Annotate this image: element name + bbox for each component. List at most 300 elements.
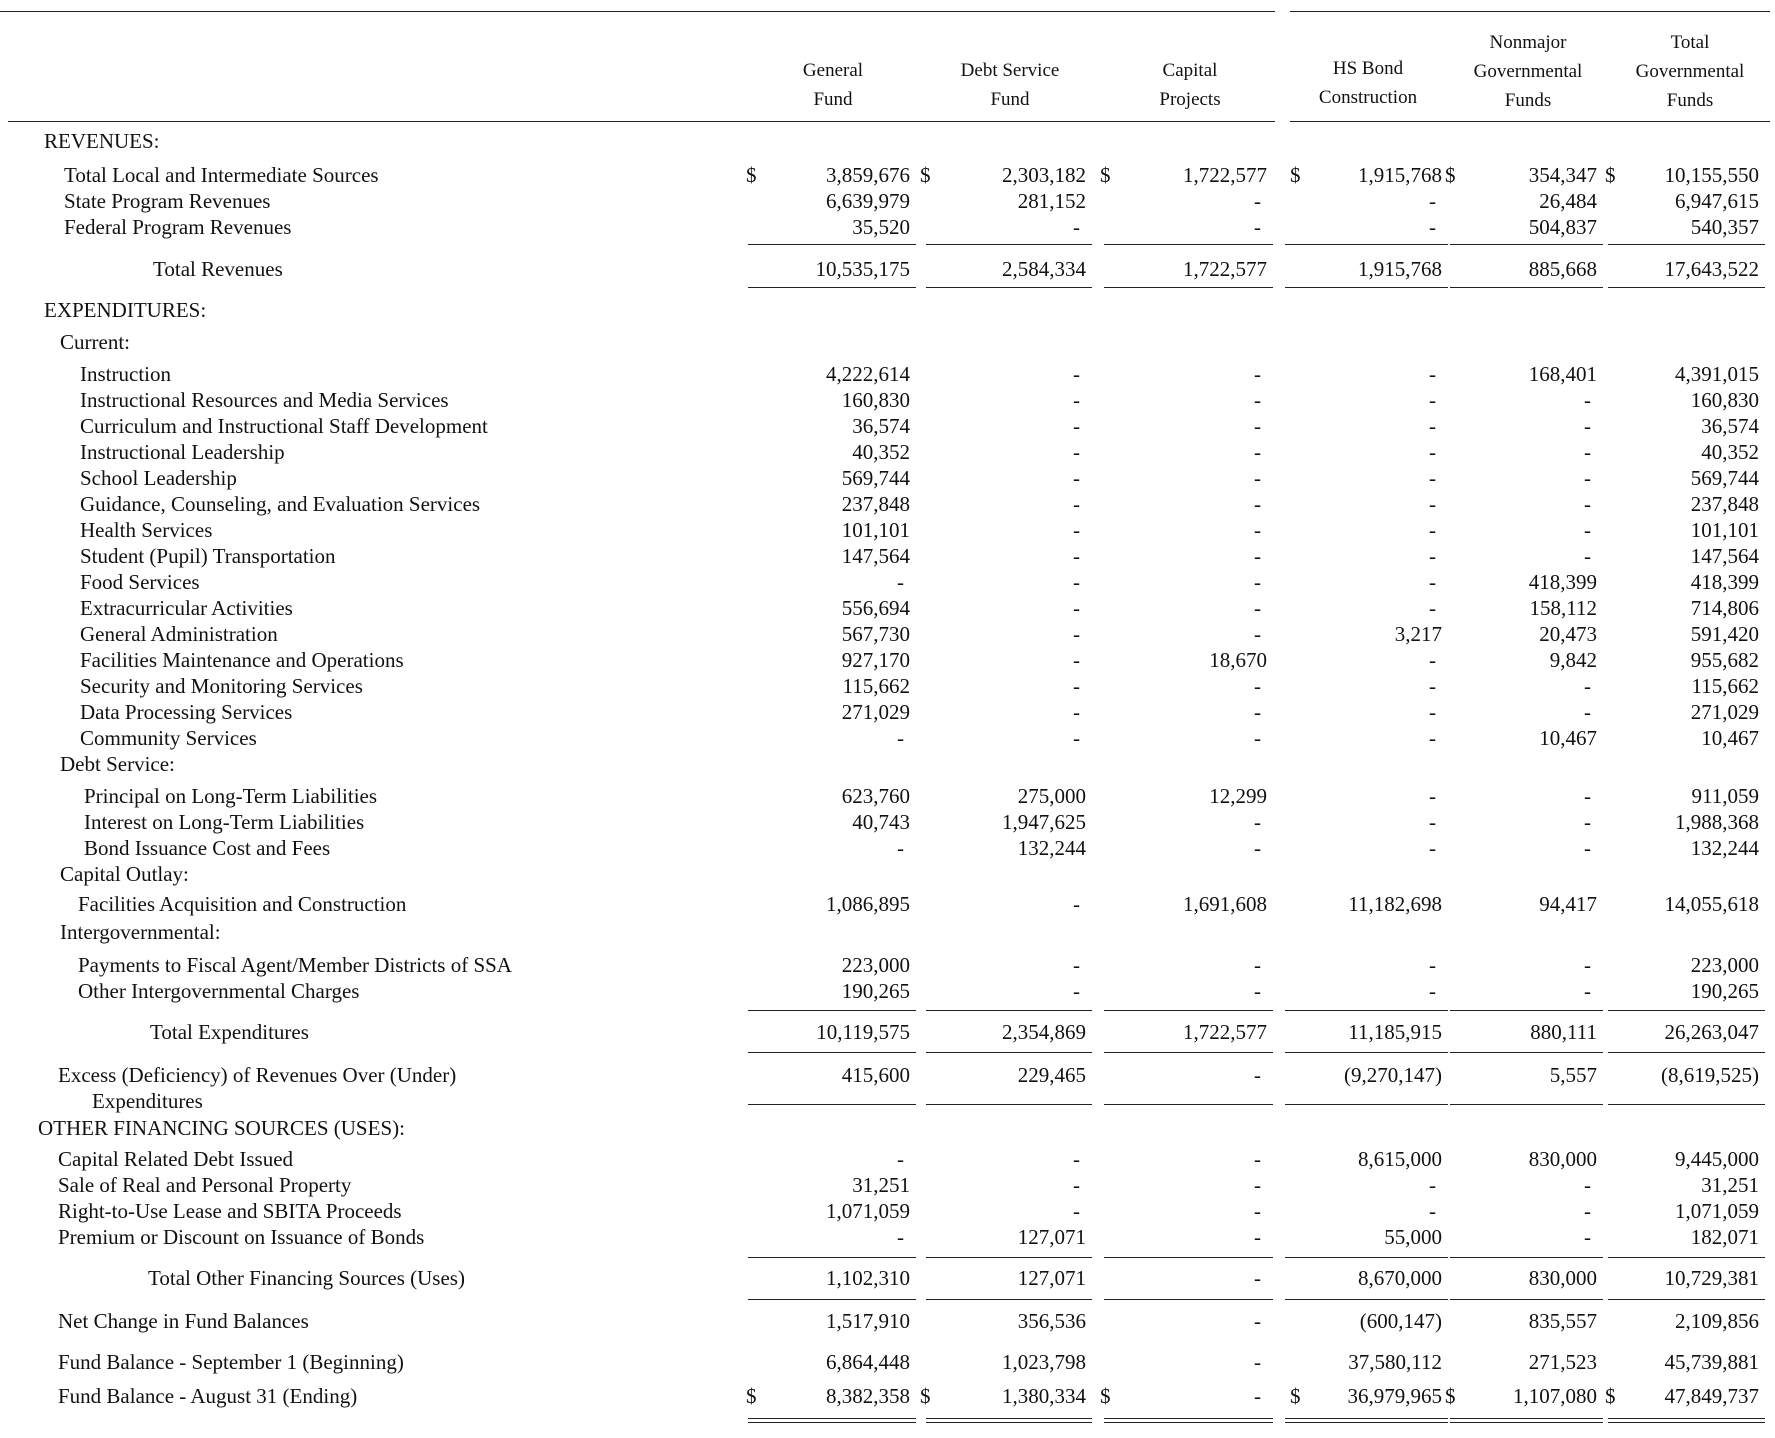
amount-cell: - [1254, 836, 1261, 860]
amount-cell: - [1254, 700, 1261, 724]
row-label: Instructional Resources and Media Services [80, 388, 449, 412]
amount-cell: 229,465 [1017, 1063, 1086, 1087]
section-heading [0, 297, 1775, 324]
column-header [930, 56, 1090, 114]
amount-cell: - [1254, 492, 1261, 516]
amount-cell: - [1073, 544, 1080, 568]
amount-cell: 830,000 [1528, 1147, 1597, 1171]
row-label: OTHER FINANCING SOURCES (USES): [38, 1116, 405, 1140]
table-row [0, 1172, 1775, 1199]
amount-cell: 927,170 [841, 648, 910, 672]
row-label: Extracurricular Activities [80, 596, 293, 620]
amount-cell: 623,760 [841, 784, 910, 808]
table-row [0, 1146, 1775, 1173]
total-rule [1608, 287, 1765, 288]
amount-cell: 40,352 [1701, 440, 1759, 464]
row-label: General Administration [80, 622, 278, 646]
amount-cell: 132,244 [1690, 836, 1759, 860]
amount-cell: 9,445,000 [1675, 1147, 1759, 1171]
row-label: Right-to-Use Lease and SBITA Proceeds [58, 1199, 402, 1223]
amount-cell: - [1584, 784, 1591, 808]
table-row [0, 413, 1775, 440]
amount-cell: 101,101 [1690, 518, 1759, 542]
amount-cell: 569,744 [1690, 466, 1759, 490]
amount-cell: - [1429, 362, 1436, 386]
amount-cell: - [1254, 596, 1261, 620]
amount-cell: - [1584, 518, 1591, 542]
row-label: Payments to Fiscal Agent/Member Districts of SSA [78, 953, 512, 977]
table-row [0, 835, 1775, 862]
amount-cell: 8,382,358 [826, 1384, 910, 1408]
amount-cell: 714,806 [1690, 596, 1759, 620]
table-row [0, 569, 1775, 596]
amount-cell: - [1429, 784, 1436, 808]
total-rule [1104, 1104, 1273, 1105]
total-rule [1104, 1052, 1273, 1053]
table-row [0, 783, 1775, 810]
section-heading [0, 751, 1775, 778]
amount-cell: 418,399 [1690, 570, 1759, 594]
row-label: State Program Revenues [64, 189, 271, 213]
amount-cell: 10,119,575 [816, 1020, 910, 1044]
total-rule [1450, 287, 1603, 288]
table-row [0, 1265, 1775, 1292]
amount-cell: - [897, 836, 904, 860]
table-row [0, 465, 1775, 492]
amount-cell: (9,270,147) [1344, 1063, 1442, 1087]
amount-cell: 190,265 [841, 979, 910, 1003]
amount-cell: 415,600 [841, 1063, 910, 1087]
amount-cell: 569,744 [841, 466, 910, 490]
amount-cell: 10,729,381 [1664, 1266, 1759, 1290]
amount-cell: 35,520 [852, 215, 910, 239]
amount-cell: 8,615,000 [1358, 1147, 1442, 1171]
amount-cell: 115,662 [1691, 674, 1759, 698]
amount-cell: 2,109,856 [1675, 1309, 1759, 1333]
amount-cell: - [1254, 544, 1261, 568]
row-label: Instructional Leadership [80, 440, 285, 464]
amount-cell: 10,155,550 [1664, 163, 1759, 187]
amount-cell: - [1254, 1173, 1261, 1197]
amount-cell: 955,682 [1690, 648, 1759, 672]
amount-cell: 9,842 [1549, 648, 1597, 672]
subtotal-rule [926, 244, 1092, 245]
row-label: Other Intergovernmental Charges [78, 979, 360, 1003]
amount-cell: - [1073, 1147, 1080, 1171]
amount-cell: - [1429, 836, 1436, 860]
amount-cell: 31,251 [852, 1173, 910, 1197]
amount-cell: 5,557 [1549, 1063, 1597, 1087]
row-label: Principal on Long-Term Liabilities [84, 784, 378, 808]
table-row [0, 387, 1775, 414]
amount-cell: 3,217 [1394, 622, 1442, 646]
column-header-line: Fund [990, 89, 1030, 110]
amount-cell: - [897, 1147, 904, 1171]
row-label: Food Services [80, 570, 200, 594]
amount-cell: - [1254, 1199, 1261, 1223]
amount-cell: - [1073, 414, 1080, 438]
section-heading [0, 329, 1775, 356]
row-label: Instruction [80, 362, 171, 386]
total-rule [926, 1052, 1092, 1053]
amount-cell: 182,071 [1690, 1225, 1759, 1249]
table-row [0, 725, 1775, 752]
amount-cell: 37,580,112 [1348, 1350, 1442, 1374]
amount-cell: - [1429, 726, 1436, 750]
header-rule [1290, 121, 1770, 122]
row-label: Guidance, Counseling, and Evaluation Services [80, 492, 481, 516]
dollar-sign: $ [1605, 163, 1616, 187]
amount-cell: - [1254, 518, 1261, 542]
amount-cell: (8,619,525) [1661, 1063, 1759, 1087]
amount-cell: - [1254, 440, 1261, 464]
amount-cell: - [1429, 674, 1436, 698]
amount-cell: 880,111 [1530, 1020, 1597, 1044]
amount-cell: - [1584, 700, 1591, 724]
section-heading [0, 919, 1775, 946]
table-row [0, 978, 1775, 1005]
amount-cell: 45,739,881 [1664, 1350, 1759, 1374]
amount-cell: - [1073, 492, 1080, 516]
amount-cell: 1,380,334 [1002, 1384, 1086, 1408]
subtotal-rule [748, 1257, 916, 1258]
amount-cell: - [1073, 1199, 1080, 1223]
dollar-sign: $ [1605, 1384, 1616, 1408]
amount-cell: - [1584, 953, 1591, 977]
subtotal-rule [1285, 1010, 1448, 1011]
dollar-sign: $ [1290, 163, 1301, 187]
amount-cell: - [1254, 388, 1261, 412]
amount-cell: - [1584, 544, 1591, 568]
double-underline [748, 1418, 916, 1423]
row-label-continued: Expenditures [92, 1089, 203, 1113]
amount-cell: 1,071,059 [826, 1199, 910, 1223]
column-header-line: Fund [813, 89, 853, 110]
row-label: Sale of Real and Personal Property [58, 1173, 352, 1197]
dollar-sign: $ [1100, 1384, 1111, 1408]
subtotal-rule [1608, 1257, 1765, 1258]
column-header [1610, 28, 1770, 115]
amount-cell: - [1254, 726, 1261, 750]
amount-cell: - [1254, 362, 1261, 386]
row-label: Total Other Financing Sources (Uses) [148, 1266, 465, 1290]
amount-cell: - [1073, 726, 1080, 750]
amount-cell: - [1429, 189, 1436, 213]
column-header-line: Funds [1666, 90, 1714, 111]
amount-cell: 168,401 [1528, 362, 1597, 386]
column-header-line: Total [1670, 32, 1710, 53]
amount-cell: 2,584,334 [1002, 257, 1086, 281]
double-underline [1450, 1418, 1603, 1423]
row-label: EXPENDITURES: [44, 298, 207, 322]
total-rule [1285, 1052, 1448, 1053]
amount-cell: (600,147) [1359, 1309, 1442, 1333]
table-row [0, 1062, 1775, 1113]
amount-cell: - [1073, 466, 1080, 490]
amount-cell: - [1254, 1225, 1261, 1249]
amount-cell: - [1254, 1266, 1261, 1290]
column-header-line: HS Bond [1332, 58, 1404, 79]
amount-cell: - [1429, 544, 1436, 568]
dollar-sign: $ [1100, 163, 1111, 187]
amount-cell: 2,354,869 [1002, 1020, 1086, 1044]
amount-cell: 418,399 [1528, 570, 1597, 594]
column-header-line: Projects [1159, 89, 1221, 110]
total-rule [1450, 1104, 1603, 1105]
amount-cell: - [1254, 1063, 1261, 1087]
amount-cell: 160,830 [841, 388, 910, 412]
total-rule [1285, 287, 1448, 288]
subtotal-rule [748, 1010, 916, 1011]
amount-cell: 356,536 [1017, 1309, 1086, 1333]
row-label: Student (Pupil) Transportation [80, 544, 336, 568]
amount-cell: 11,182,698 [1348, 892, 1442, 916]
amount-cell: 237,848 [1690, 492, 1759, 516]
subtotal-rule [1608, 1010, 1765, 1011]
amount-cell: - [1254, 622, 1261, 646]
amount-cell: - [1429, 492, 1436, 516]
amount-cell: 10,467 [1539, 726, 1597, 750]
total-rule [1104, 1299, 1273, 1300]
table-row [0, 162, 1775, 189]
amount-cell: 47,849,737 [1664, 1384, 1759, 1408]
amount-cell: - [1073, 215, 1080, 239]
row-label: Interest on Long-Term Liabilities [84, 810, 365, 834]
amount-cell: - [1254, 1309, 1261, 1333]
column-header [753, 56, 913, 114]
amount-cell: 12,299 [1209, 784, 1267, 808]
amount-cell: 18,670 [1209, 648, 1267, 672]
amount-cell: - [1073, 674, 1080, 698]
double-underline [1608, 1418, 1765, 1423]
row-label: Fund Balance - August 31 (Ending) [58, 1384, 358, 1408]
column-header [1110, 56, 1270, 114]
row-label: Fund Balance - September 1 (Beginning) [58, 1350, 404, 1374]
amount-cell: 14,055,618 [1664, 892, 1759, 916]
total-rule [1450, 1052, 1603, 1053]
section-heading [0, 1115, 1775, 1142]
amount-cell: 271,523 [1528, 1350, 1597, 1374]
amount-cell: 1,722,577 [1183, 257, 1267, 281]
total-rule [748, 287, 916, 288]
amount-cell: 6,947,615 [1675, 189, 1759, 213]
amount-cell: 1,071,059 [1675, 1199, 1759, 1223]
subtotal-rule [1285, 244, 1448, 245]
amount-cell: - [1429, 1173, 1436, 1197]
amount-cell: - [1429, 810, 1436, 834]
row-label: Current: [60, 330, 130, 354]
amount-cell: - [1584, 492, 1591, 516]
dollar-sign: $ [1445, 1384, 1456, 1408]
amount-cell: 1,988,368 [1675, 810, 1759, 834]
amount-cell: - [1429, 440, 1436, 464]
row-label: Community Services [80, 726, 257, 750]
amount-cell: - [1073, 648, 1080, 672]
total-rule [748, 1104, 916, 1105]
table-row [0, 1349, 1775, 1376]
row-label: Data Processing Services [80, 700, 293, 724]
amount-cell: 20,473 [1539, 622, 1597, 646]
amount-cell: 591,420 [1690, 622, 1759, 646]
row-label: Total Revenues [153, 257, 283, 281]
amount-cell: 275,000 [1017, 784, 1086, 808]
subtotal-rule [926, 1257, 1092, 1258]
row-label: Net Change in Fund Balances [58, 1309, 309, 1333]
amount-cell: 1,102,310 [826, 1266, 910, 1290]
amount-cell: 31,251 [1701, 1173, 1759, 1197]
amount-cell: - [1429, 648, 1436, 672]
table-row [0, 1224, 1775, 1251]
column-header-line: Governmental [1635, 61, 1745, 82]
subtotal-rule [1608, 244, 1765, 245]
total-rule [748, 1299, 916, 1300]
total-rule [926, 1104, 1092, 1105]
subtotal-rule [1450, 1010, 1603, 1011]
amount-cell: - [1584, 1199, 1591, 1223]
amount-cell: 830,000 [1528, 1266, 1597, 1290]
dollar-sign: $ [1445, 163, 1456, 187]
table-row [0, 621, 1775, 648]
amount-cell: - [1584, 388, 1591, 412]
amount-cell: 132,244 [1017, 836, 1086, 860]
subtotal-rule [926, 1010, 1092, 1011]
amount-cell: 556,694 [841, 596, 910, 620]
amount-cell: 540,357 [1690, 215, 1759, 239]
dollar-sign: $ [920, 163, 931, 187]
amount-cell: - [1073, 953, 1080, 977]
amount-cell: - [897, 570, 904, 594]
amount-cell: 147,564 [841, 544, 910, 568]
section-heading [0, 128, 1775, 155]
amount-cell: - [1429, 215, 1436, 239]
amount-cell: - [897, 726, 904, 750]
amount-cell: 911,059 [1691, 784, 1759, 808]
table-row [0, 439, 1775, 466]
amount-cell: - [1254, 810, 1261, 834]
row-label: REVENUES: [44, 129, 160, 153]
amount-cell: 8,670,000 [1358, 1266, 1442, 1290]
section-heading [0, 861, 1775, 888]
amount-cell: - [1073, 570, 1080, 594]
subtotal-rule [1450, 1257, 1603, 1258]
amount-cell: 1,517,910 [826, 1309, 910, 1333]
amount-cell: 1,086,895 [826, 892, 910, 916]
amount-cell: - [1073, 892, 1080, 916]
dollar-sign: $ [920, 1384, 931, 1408]
amount-cell: 1,107,080 [1513, 1384, 1597, 1408]
amount-cell: 10,467 [1701, 726, 1759, 750]
amount-cell: - [1254, 1350, 1261, 1374]
amount-cell: 271,029 [841, 700, 910, 724]
amount-cell: 147,564 [1690, 544, 1759, 568]
amount-cell: 115,662 [842, 674, 910, 698]
amount-cell: - [1073, 700, 1080, 724]
amount-cell: 2,303,182 [1002, 163, 1086, 187]
table-row [0, 952, 1775, 979]
amount-cell: - [1584, 440, 1591, 464]
amount-cell: - [1584, 466, 1591, 490]
amount-cell: - [897, 1225, 904, 1249]
table-row [0, 214, 1775, 241]
amount-cell: - [1584, 414, 1591, 438]
amount-cell: 10,535,175 [815, 257, 910, 281]
amount-cell: 271,029 [1690, 700, 1759, 724]
amount-cell: - [1254, 189, 1261, 213]
amount-cell: 11,185,915 [1348, 1020, 1442, 1044]
amount-cell: 158,112 [1529, 596, 1597, 620]
subtotal-rule [1104, 1257, 1273, 1258]
subtotal-rule [1104, 244, 1273, 245]
amount-cell: 281,152 [1017, 189, 1086, 213]
table-row [0, 543, 1775, 570]
table-row [0, 491, 1775, 518]
dollar-sign: $ [746, 1384, 757, 1408]
amount-cell: 1,947,625 [1002, 810, 1086, 834]
row-label: Total Local and Intermediate Sources [64, 163, 379, 187]
total-rule [1285, 1104, 1448, 1105]
table-row [0, 595, 1775, 622]
amount-cell: - [1254, 674, 1261, 698]
amount-cell: 26,484 [1539, 189, 1597, 213]
table-row [0, 699, 1775, 726]
amount-cell: 55,000 [1384, 1225, 1442, 1249]
amount-cell: 190,265 [1690, 979, 1759, 1003]
row-label: Health Services [80, 518, 213, 542]
amount-cell: - [1429, 953, 1436, 977]
amount-cell: 4,222,614 [826, 362, 910, 386]
total-rule [926, 1299, 1092, 1300]
total-rule [748, 1052, 916, 1053]
amount-cell: 6,639,979 [826, 189, 910, 213]
table-row [0, 256, 1775, 283]
subtotal-rule [1285, 1257, 1448, 1258]
amount-cell: 504,837 [1528, 215, 1597, 239]
amount-cell: - [1429, 414, 1436, 438]
amount-cell: - [1584, 810, 1591, 834]
column-header-line: Governmental [1473, 61, 1583, 82]
amount-cell: - [1254, 414, 1261, 438]
header-rule [8, 121, 1275, 122]
amount-cell: - [1073, 440, 1080, 464]
amount-cell: 885,668 [1528, 257, 1597, 281]
amount-cell: - [1254, 1384, 1261, 1408]
column-header-line: Funds [1504, 90, 1552, 111]
amount-cell: - [1584, 674, 1591, 698]
amount-cell: - [1584, 836, 1591, 860]
amount-cell: - [1429, 1199, 1436, 1223]
top-rule [1290, 11, 1770, 12]
amount-cell: - [1584, 1173, 1591, 1197]
dollar-sign: $ [1290, 1384, 1301, 1408]
amount-cell: 1,691,608 [1183, 892, 1267, 916]
amount-cell: - [1254, 979, 1261, 1003]
amount-cell: - [1073, 362, 1080, 386]
amount-cell: 94,417 [1539, 892, 1597, 916]
amount-cell: 835,557 [1528, 1309, 1597, 1333]
row-label: Security and Monitoring Services [80, 674, 363, 698]
row-label: School Leadership [80, 466, 237, 490]
amount-cell: - [1073, 388, 1080, 412]
amount-cell: 1,023,798 [1002, 1350, 1086, 1374]
row-label: Intergovernmental: [60, 920, 221, 944]
subtotal-rule [1450, 244, 1603, 245]
subtotal-rule [748, 244, 916, 245]
amount-cell: - [1073, 518, 1080, 542]
dollar-sign: $ [746, 163, 757, 187]
amount-cell: - [1429, 388, 1436, 412]
amount-cell: 1,722,577 [1183, 1020, 1267, 1044]
double-underline [1104, 1418, 1273, 1423]
